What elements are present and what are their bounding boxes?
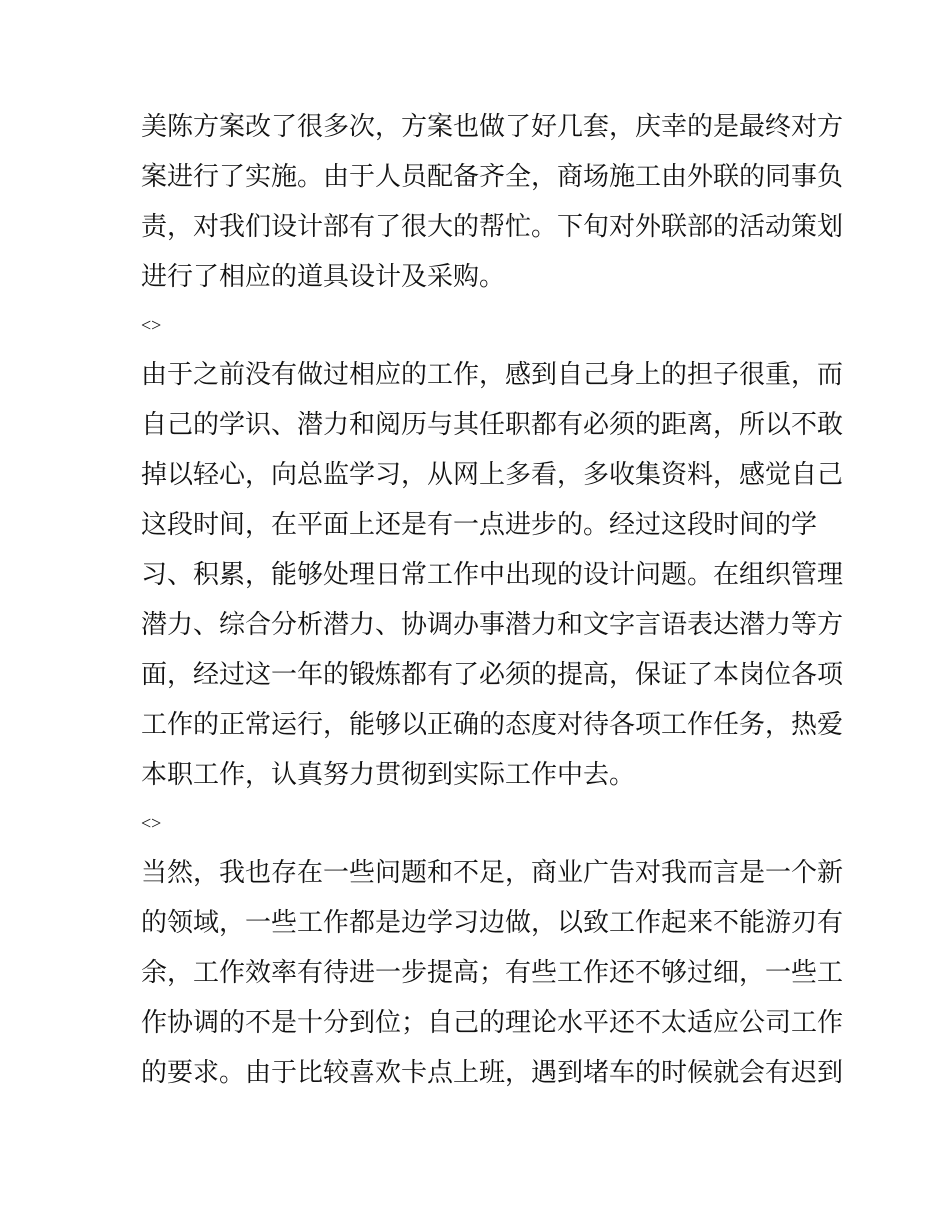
- paragraph-line: 由于之前没有做过相应的工作，感到自己身上的担子很重，而: [141, 360, 844, 390]
- document-body: [141, 102, 844, 1098]
- paragraph-line: 的要求。由于比较喜欢卡点上班，遇到堵车的时候就会有迟到: [141, 1058, 844, 1088]
- paragraph-line: 美陈方案改了很多次，方案也做了好几套，庆幸的是最终对方: [141, 112, 844, 142]
- paragraph-line: 本职工作，认真努力贯彻到实际工作中去。: [141, 760, 636, 790]
- separator-marker: <>: [141, 315, 162, 335]
- paragraph-line: 自己的学识、潜力和阅历与其任职都有必须的距离，所以不敢: [141, 410, 844, 440]
- paragraph-2: [141, 350, 844, 800]
- separator-marker: <>: [141, 813, 162, 833]
- paragraph-line: 习、积累，能够处理日常工作中出现的设计问题。在组织管理: [141, 560, 844, 590]
- paragraph-line: 案进行了实施。由于人员配备齐全，商场施工由外联的同事负: [141, 162, 844, 192]
- paragraph-line: 当然，我也存在一些问题和不足，商业广告对我而言是一个新: [141, 858, 844, 888]
- paragraph-line: 工作的正常运行，能够以正确的态度对待各项工作任务，热爱: [141, 710, 844, 740]
- paragraph-line: 作协调的不是十分到位；自己的理论水平还不太适应公司工作: [141, 1008, 844, 1038]
- paragraph-1: [141, 102, 844, 302]
- paragraph-3: [141, 848, 844, 1098]
- paragraph-line: 面，经过这一年的锻炼都有了必须的提高，保证了本岗位各项: [141, 660, 844, 690]
- paragraph-line: 潜力、综合分析潜力、协调办事潜力和文字言语表达潜力等方: [141, 610, 844, 640]
- paragraph-line: 余，工作效率有待进一步提高；有些工作还不够过细，一些工: [141, 958, 844, 988]
- paragraph-line: 的领域，一些工作都是边学习边做，以致工作起来不能游刃有: [141, 908, 844, 938]
- paragraph-line: 进行了相应的道具设计及采购。: [141, 262, 506, 292]
- paragraph-line: 这段时间，在平面上还是有一点进步的。经过这段时间的学: [141, 510, 818, 540]
- paragraph-line: 掉以轻心，向总监学习，从网上多看，多收集资料，感觉自己: [141, 460, 844, 490]
- paragraph-line: 责，对我们设计部有了很大的帮忙。下旬对外联部的活动策划: [141, 212, 844, 242]
